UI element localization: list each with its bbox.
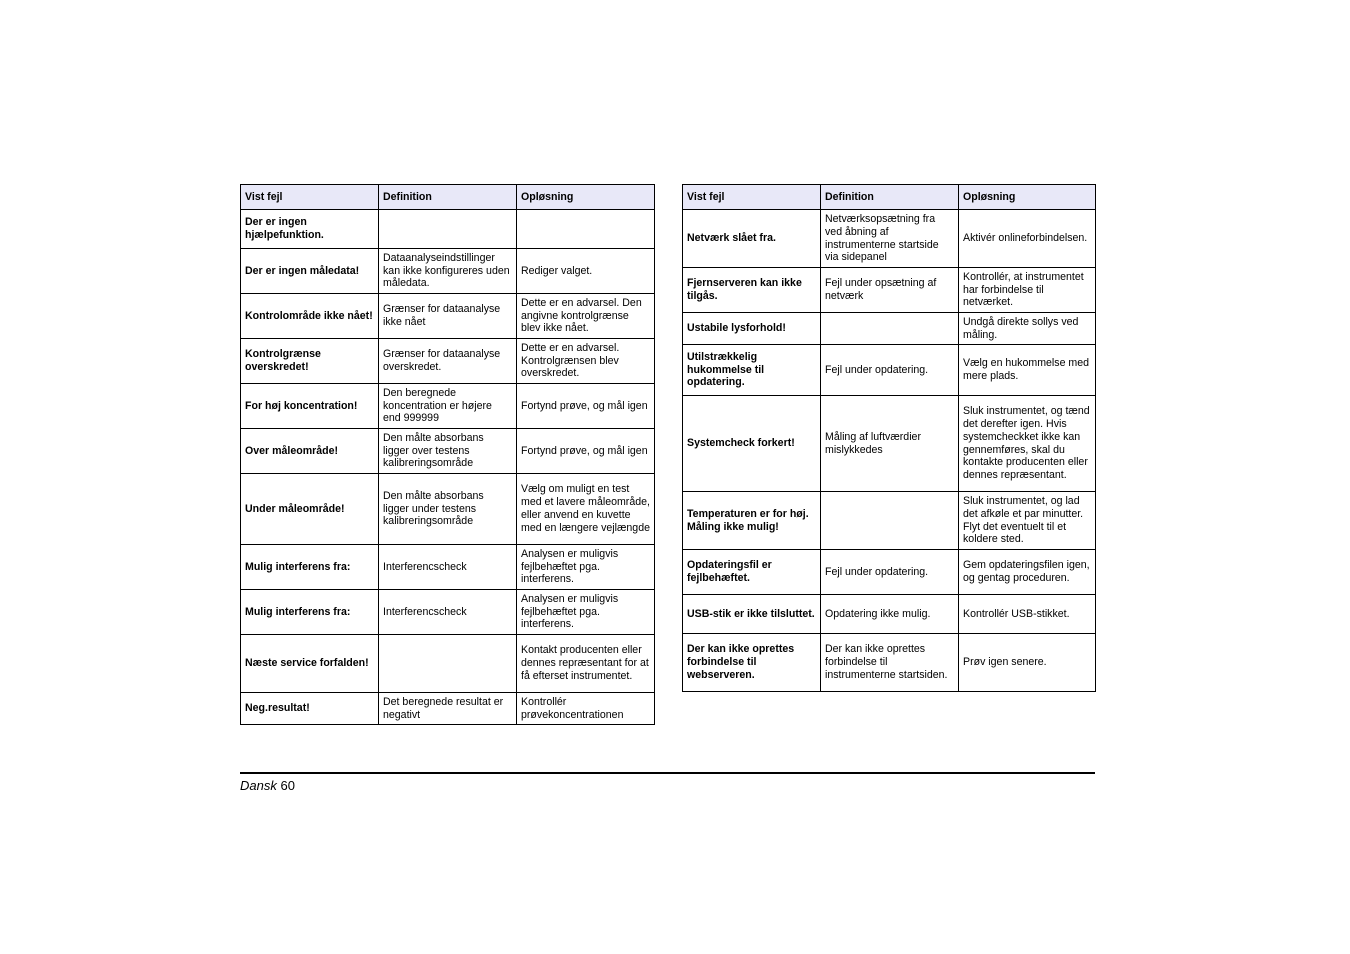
error-cell: Der kan ikke oprettes forbindelse til webserveren. — [683, 634, 821, 692]
footer-language: Dansk — [240, 778, 277, 793]
table-row — [241, 693, 655, 725]
definition-cell: Grænser for dataanalyse ikke nået — [379, 294, 517, 339]
error-cell: Kontrolgrænse overskredet! — [241, 339, 379, 384]
definition-cell — [379, 210, 517, 249]
error-cell: Neg.resultat! — [241, 693, 379, 725]
header-solution: Opløsning — [517, 185, 655, 210]
definition-cell: Dataanalyseindstillinger kan ikke konfigureres uden måledata. — [379, 249, 517, 294]
table-row — [241, 384, 655, 429]
table-header-row — [683, 185, 1096, 210]
table-row — [683, 210, 1096, 268]
page-number: 60 — [280, 778, 295, 793]
error-cell: Mulig interferens fra: — [241, 590, 379, 635]
table-row — [683, 550, 1096, 595]
definition-cell: Måling af luftværdier mislykkedes — [821, 396, 959, 492]
table-row — [683, 595, 1096, 634]
definition-cell: Opdatering ikke mulig. — [821, 595, 959, 634]
error-cell: Der er ingen hjælpefunktion. — [241, 210, 379, 249]
error-cell: Systemcheck forkert! — [683, 396, 821, 492]
table-row — [683, 396, 1096, 492]
table-header-row — [241, 185, 655, 210]
solution-cell: Analysen er muligvis fejlbehæftet pga. interferens. — [517, 545, 655, 590]
solution-cell: Kontakt producenten eller dennes repræsentant for at få efterset instrumentet. — [517, 635, 655, 693]
solution-cell: Fortynd prøve, og mål igen — [517, 429, 655, 474]
solution-cell: Analysen er muligvis fejlbehæftet pga. interferens. — [517, 590, 655, 635]
definition-cell: Der kan ikke oprettes forbindelse til instrumenterne startsiden. — [821, 634, 959, 692]
definition-cell: Det beregnede resultat er negativt — [379, 693, 517, 725]
solution-cell: Rediger valget. — [517, 249, 655, 294]
error-cell: Netværk slået fra. — [683, 210, 821, 268]
table-row — [683, 345, 1096, 396]
error-cell: Der er ingen måledata! — [241, 249, 379, 294]
table-row — [241, 474, 655, 545]
solution-cell: Kontrollér, at instrumentet har forbindelse til netværket. — [959, 268, 1096, 313]
error-cell: Næste service forfalden! — [241, 635, 379, 693]
definition-cell: Fejl under opdatering. — [821, 550, 959, 595]
definition-cell — [379, 635, 517, 693]
header-definition: Definition — [821, 185, 959, 210]
error-cell: Temperaturen er for høj. Måling ikke mulig! — [683, 492, 821, 550]
error-table-right — [682, 184, 1096, 692]
definition-cell: Netværksopsætning fra ved åbning af instrumenterne startside via sidepanel — [821, 210, 959, 268]
solution-cell: Sluk instrumentet, og lad det afkøle et par minutter. Flyt det eventuelt til et koldere sted. — [959, 492, 1096, 550]
table-row — [241, 249, 655, 294]
footer-divider — [240, 772, 1095, 774]
solution-cell: Kontrollér USB-stikket. — [959, 595, 1096, 634]
table-row — [241, 210, 655, 249]
error-cell: Mulig interferens fra: — [241, 545, 379, 590]
solution-cell: Fortynd prøve, og mål igen — [517, 384, 655, 429]
header-displayed-error: Vist fejl — [241, 185, 379, 210]
table-row — [683, 313, 1096, 345]
error-cell: For høj koncentration! — [241, 384, 379, 429]
table-row — [241, 429, 655, 474]
solution-cell: Vælg en hukommelse med mere plads. — [959, 345, 1096, 396]
solution-cell: Kontrollér prøvekoncentrationen — [517, 693, 655, 725]
definition-cell: Grænser for dataanalyse overskredet. — [379, 339, 517, 384]
header-displayed-error: Vist fejl — [683, 185, 821, 210]
definition-cell: Den målte absorbans ligger under testens kalibreringsområde — [379, 474, 517, 545]
table-row — [241, 294, 655, 339]
table-row — [241, 339, 655, 384]
solution-cell: Sluk instrumentet, og tænd det derefter igen. Hvis systemcheckket ikke kan gennemføres, skal du kontakte producenten eller dennes repræsentant. — [959, 396, 1096, 492]
solution-cell: Gem opdateringsfilen igen, og gentag proceduren. — [959, 550, 1096, 595]
definition-cell: Den målte absorbans ligger over testens kalibreringsområde — [379, 429, 517, 474]
solution-cell: Aktivér onlineforbindelsen. — [959, 210, 1096, 268]
header-solution: Opløsning — [959, 185, 1096, 210]
error-cell: Opdateringsfil er fejlbehæftet. — [683, 550, 821, 595]
table-row — [683, 492, 1096, 550]
solution-cell: Prøv igen senere. — [959, 634, 1096, 692]
definition-cell: Interferencscheck — [379, 545, 517, 590]
solution-cell: Undgå direkte sollys ved måling. — [959, 313, 1096, 345]
definition-cell: Fejl under opsætning af netværk — [821, 268, 959, 313]
error-cell: USB-stik er ikke tilsluttet. — [683, 595, 821, 634]
solution-cell — [517, 210, 655, 249]
header-definition: Definition — [379, 185, 517, 210]
definition-cell — [821, 313, 959, 345]
error-cell: Over måleområde! — [241, 429, 379, 474]
solution-cell: Dette er en advarsel. Den angivne kontrolgrænse blev ikke nået. — [517, 294, 655, 339]
table-row — [683, 268, 1096, 313]
definition-cell: Fejl under opdatering. — [821, 345, 959, 396]
definition-cell: Interferencscheck — [379, 590, 517, 635]
error-cell: Kontrolområde ikke nået! — [241, 294, 379, 339]
solution-cell: Dette er en advarsel. Kontrolgrænsen blev overskredet. — [517, 339, 655, 384]
error-cell: Under måleområde! — [241, 474, 379, 545]
error-cell: Fjernserveren kan ikke tilgås. — [683, 268, 821, 313]
table-row — [683, 634, 1096, 692]
table-row — [241, 545, 655, 590]
table-row — [241, 590, 655, 635]
error-table-left — [240, 184, 655, 725]
error-cell: Utilstrækkelig hukommelse til opdatering. — [683, 345, 821, 396]
page-footer — [240, 778, 295, 793]
solution-cell: Vælg om muligt en test med et lavere måleområde, eller anvend en kuvette med en længere vejlængde — [517, 474, 655, 545]
definition-cell: Den beregnede koncentration er højere end 999999 — [379, 384, 517, 429]
table-row — [241, 635, 655, 693]
error-cell: Ustabile lysforhold! — [683, 313, 821, 345]
definition-cell — [821, 492, 959, 550]
